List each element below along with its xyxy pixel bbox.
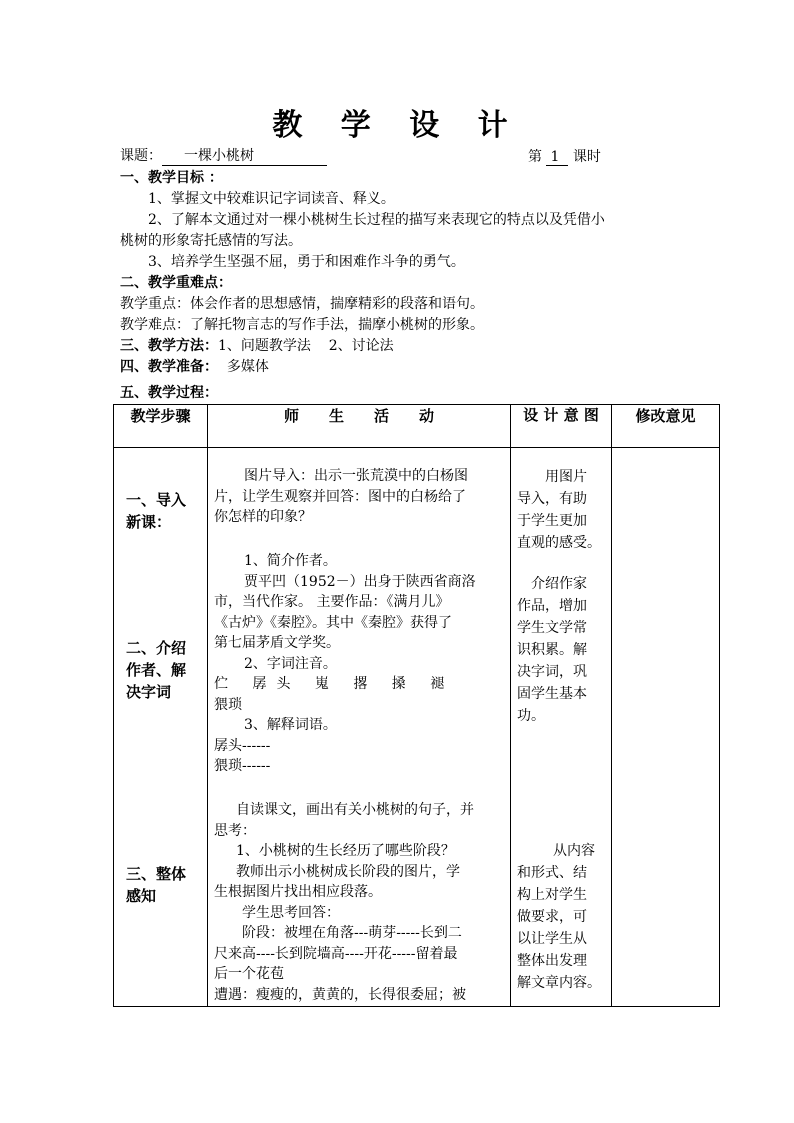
difficulty: 教学难点：了解托物言志的写作手法，揣摩小桃树的形象。: [120, 317, 484, 333]
intent-line: 固学生基本: [517, 686, 587, 702]
method-line: [120, 336, 394, 356]
intent-author: [517, 573, 607, 727]
topic-label: 课题：: [120, 148, 162, 164]
table-row: [114, 448, 720, 1007]
revision-column: [612, 448, 720, 1007]
goal-1: 1、掌握文中较难识记字词读音、释义。: [148, 191, 395, 207]
activity-line: 后一个花苞: [214, 966, 284, 982]
table-header-row: [114, 405, 720, 448]
goal-2-line1: 2、了解本文通过对一棵小桃树生长过程的描写来表现它的特点以及凭借小: [148, 212, 605, 228]
period-line: [528, 146, 601, 166]
intent-overview: [517, 840, 607, 994]
step-2-line2: 作者、解: [126, 661, 187, 679]
activity-line: 3、解释词语。: [244, 717, 337, 733]
prep-line: [120, 357, 269, 377]
intent-line: 决字词，巩: [517, 664, 587, 680]
goal-2-line2: 桃树的形象寄托感情的写法。: [120, 233, 302, 249]
goal-3: 3、培养学生坚强不屈，勇于和困难作斗争的勇气。: [148, 254, 465, 270]
intent-line: 做要求，可: [517, 909, 587, 925]
method-heading: 三、教学方法：: [120, 338, 218, 354]
activity-line: 你怎样的印象？: [214, 509, 312, 525]
intent-line: 于学生更加: [517, 513, 587, 529]
activity-line: 《古炉》《秦腔》。其中《秦腔》获得了: [214, 614, 452, 631]
activity-line: 市，当代作家。 主要作品：《满月儿》: [214, 594, 450, 610]
intent-line: 识积累。解: [517, 642, 587, 658]
activity-line: 生根据图片找出相应段落。: [214, 884, 382, 900]
step-3-line2: 感知: [126, 887, 157, 905]
key-point: 教学重点：体会作者的思想感情，揣摩精彩的段落和语句。: [120, 296, 484, 312]
step-2-line3: 决字词: [126, 683, 172, 701]
step-3-line1: 三、整体: [126, 865, 187, 883]
activity-line: 自读课文，画出有关小桃树的句子，并: [236, 802, 474, 818]
activities-column: [208, 448, 511, 1007]
header-activity: 师 生 活 动: [208, 405, 511, 448]
activity-line: 片，让学生观察并回答：图中的白杨给了: [214, 488, 466, 505]
activity-line: 第七届茅盾文学奖。: [214, 635, 340, 651]
step-1-line2: 新课：: [126, 513, 172, 531]
period-number: 1: [546, 149, 568, 166]
intent-intro: [517, 466, 607, 554]
key-heading: 二、教学重难点：: [120, 275, 232, 291]
step-1-line1: 一、导入: [126, 491, 187, 509]
page-title: 教 学 设 计: [272, 108, 522, 143]
goals-heading: 一、教学目标 ：: [120, 170, 223, 186]
activity-line: 思考：: [214, 822, 256, 839]
method-value: 1、问题教学法 2、讨论法: [218, 338, 394, 354]
activity-line: 1、简介作者。: [244, 553, 337, 569]
process-heading: 五、教学过程：: [120, 385, 218, 401]
intent-line: 用图片: [545, 469, 587, 485]
activity-line: 2、字词注音。: [244, 655, 337, 672]
intent-line: 从内容: [553, 843, 595, 859]
topic-value: 一棵小桃树: [162, 147, 327, 166]
intent-line: 直观的感受。: [517, 535, 601, 551]
intents-column: [511, 448, 612, 1007]
intent-line: 介绍作家: [531, 576, 587, 592]
activity-line: 伫 孱头 嵬 撂 搡 褪: [214, 676, 455, 692]
header-intent: 设 计 意 图: [511, 405, 612, 448]
process-table: [113, 404, 720, 1007]
header-revision: 修改意见: [612, 405, 720, 448]
activity-line: 尺来高----长到院墙高----开花-----留着最: [214, 945, 458, 962]
activity-line: 图片导入：出示一张荒漠中的白杨图: [244, 468, 468, 484]
intent-line: 以让学生从: [517, 931, 587, 947]
activity-line: 1、小桃树的生长经历了哪些阶段？: [236, 843, 455, 859]
intent-line: 作品，增加: [517, 598, 587, 614]
activity-line: 猥琐: [214, 696, 242, 713]
prep-value: 多媒体: [226, 359, 269, 375]
intent-line: 功。: [517, 708, 545, 724]
topic-line: [120, 146, 327, 166]
intent-line: 构上对学生: [517, 887, 587, 903]
steps-column: [114, 448, 208, 1007]
header-step: 教学步骤: [114, 405, 208, 448]
activity-line: 猥琐------: [214, 758, 271, 774]
activity-line: 贾平凹（1952－）出身于陕西省商洛: [244, 573, 476, 590]
intent-line: 导入，有助: [517, 491, 587, 507]
intent-line: 学生文学常: [517, 620, 587, 636]
activity-line: 孱头------: [214, 737, 271, 754]
prep-heading: 四、教学准备：: [120, 359, 218, 375]
activity-line: 阶段：被埋在角落---萌芽-----长到二: [242, 925, 462, 941]
intent-line: 和形式、结: [517, 865, 587, 881]
activity-line: 学生思考回答：: [242, 904, 340, 921]
activity-intro: [214, 466, 504, 528]
activity-author: [214, 551, 504, 777]
step-2-line1: 二、介绍: [126, 639, 187, 657]
intent-line: 整体出发理: [517, 953, 587, 969]
activity-line: 遭遇：瘦瘦的，黄黄的，长得很委屈；被: [214, 986, 466, 1003]
activity-overview: [214, 800, 504, 1005]
period-suffix: 课时: [572, 149, 601, 165]
period-prefix: 第: [528, 149, 542, 165]
intent-line: 解文章内容。: [517, 975, 601, 991]
activity-line: 教师出示小桃树成长阶段的图片，学: [236, 863, 460, 880]
